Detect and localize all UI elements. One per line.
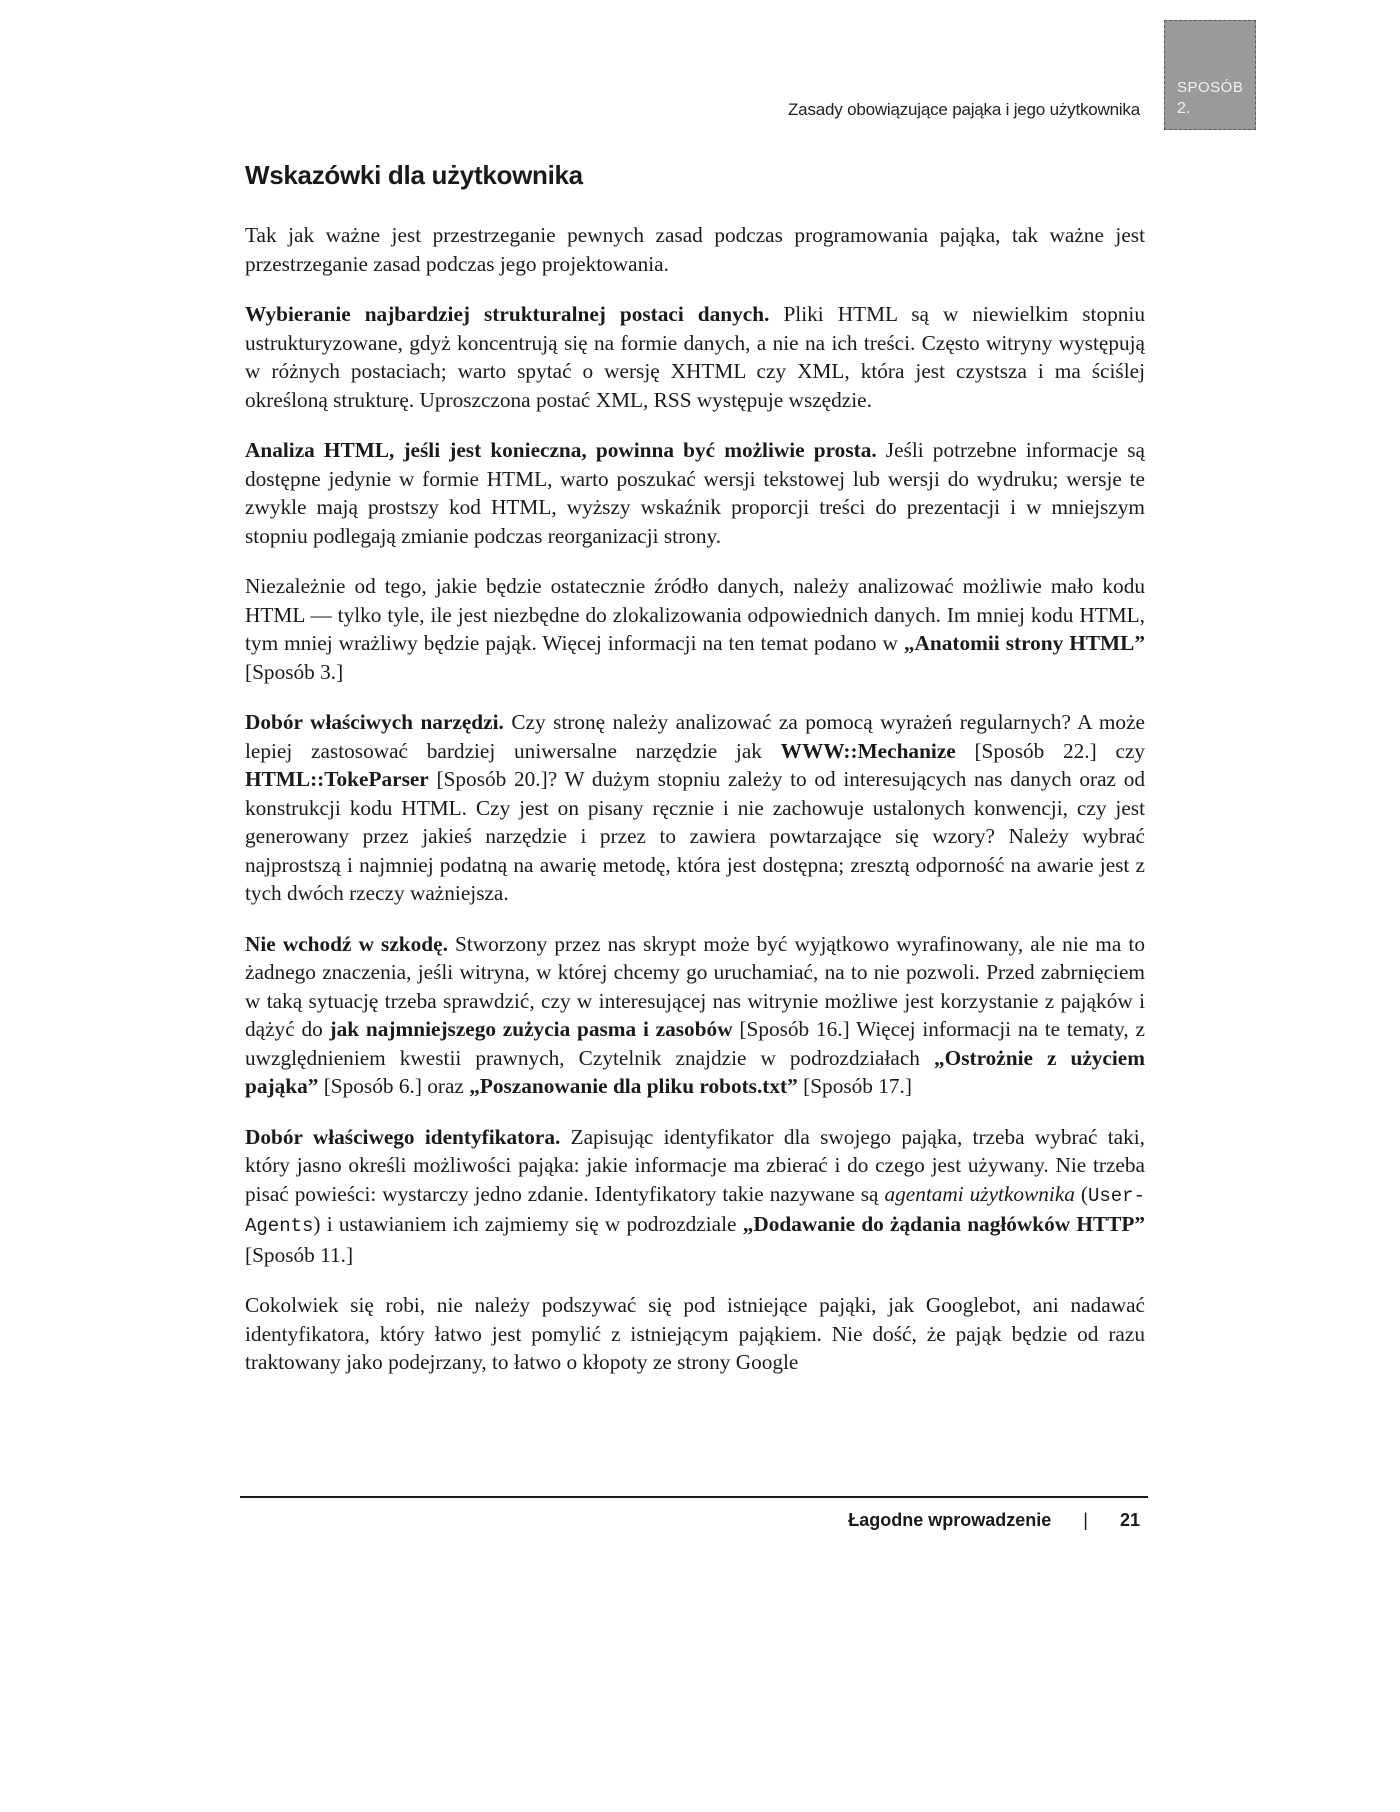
footer-separator: |	[1083, 1510, 1088, 1530]
bold-phrase: Dobór właściwych narzędzi.	[245, 710, 504, 734]
bold-phrase: HTML::TokeParser	[245, 767, 429, 791]
text-run: [Sposób 20.]? W dużym stopniu zależy to od interesujących nas danych oraz od konstrukcji kodu HTML. Czy jest on pisany ręcznie i nie zachowuje ustalonych konwencji, czy jest generowany przez jakieś narzędzie i przez to zawiera powtarzające się wzory? Należy wybrać najprostszą i najmniej podatną na awarię metodę, która jest dostępna; zresztą odporność na awarie jest z tych dwóch rzeczy ważniejsza.	[245, 767, 1145, 905]
text-run: Pliki HTML są w niewielkim stopniu ustrukturyzowane, gdyż koncentrują się na formie danych, a nie na ich treści. Często witryny występują w różnych postaciach; warto spytać o wersję XHTML czy XML, która jest czystsza i ma ściślej określoną strukturę. Uproszczona postać XML, RSS występuje wszędzie.	[245, 302, 1145, 412]
body-paragraph	[245, 572, 1145, 686]
text-run: [Sposób 16.] Więcej informacji na te tematy, z uwzględnieniem kwestii prawnych, Czytelnik znajdzie w podrozdziałach	[245, 1017, 1145, 1070]
body-paragraph	[245, 1291, 1145, 1377]
bold-phrase: „Poszanowanie dla pliku robots.txt”	[469, 1074, 798, 1098]
text-run: [Sposób 17.]	[797, 1074, 912, 1098]
page-number: 21	[1119, 1510, 1140, 1530]
page-body	[245, 160, 1145, 1399]
bold-phrase: Dobór właściwego identyfikatora.	[245, 1124, 561, 1149]
footer-rule	[240, 1496, 1148, 1498]
bold-phrase: jak najmniejszego zużycia pasma i zasobów	[329, 1017, 733, 1041]
text-run: Cokolwiek się robi, nie należy podszywać się pod istniejące pająki, jak Googlebot, ani nadawać identyfikatora, który łatwo jest pomylić z istniejącym pająkiem. Nie dość, że pająk będzie od razu traktowany jako podejrzany, to łatwo o kłopoty ze strony Google	[245, 1293, 1145, 1374]
text-run: [Sposób 22.] czy	[955, 738, 1145, 763]
code-phrase: User-Agents	[245, 1184, 1145, 1237]
text-run: Czy stronę należy analizować za pomocą wyrażeń regularnych? A może lepiej zastosować bardziej uniwersalne narzędzie jak	[245, 710, 1145, 763]
body-paragraph	[245, 930, 1145, 1101]
page-footer	[848, 1510, 1140, 1531]
body-paragraph	[245, 221, 1145, 278]
text-run: Zapisując identyfikator dla swojego pająka, trzeba wybrać taki, który jasno określi możliwości pająka: jakie informacje ma zbierać i do czego jest używany. Nie trzeba pisać powieści: wystarczy jedno zdanie. Identyfikatory takie nazywane są	[245, 1124, 1145, 1206]
section-heading: Wskazówki dla użytkownika	[245, 160, 583, 190]
chapter-title: Łagodne wprowadzenie	[848, 1510, 1052, 1530]
paragraph-list	[245, 221, 1145, 1377]
tab-number: 2.	[1177, 100, 1191, 117]
section-tab	[1164, 20, 1256, 130]
text-run: Stworzony przez nas skrypt może być wyjątkowo wyrafinowany, ale nie ma to żadnego znaczenia, jeśli witryna, w której chcemy go uruchamiać, na to nie pozwoli. Przed zabrnięciem w taką sytuację trzeba sprawdzić, czy w interesującej nas witrynie możliwe jest korzystanie z pająków i dążyć do	[245, 931, 1145, 1041]
body-paragraph	[245, 1123, 1145, 1270]
body-paragraph	[245, 708, 1145, 908]
bold-phrase: WWW::Mechanize	[780, 738, 956, 763]
body-paragraph	[245, 300, 1145, 414]
text-run: Niezależnie od tego, jakie będzie ostatecznie źródło danych, należy analizować możliwie mało kodu HTML — tylko tyle, ile jest niezbędne do zlokalizowania odpowiednich danych. Im mniej kodu HTML, tym mniej wrażliwy będzie pająk. Więcej informacji na ten temat podano w	[245, 574, 1145, 655]
text-run: [Sposób 3.]	[245, 659, 344, 684]
body-paragraph	[245, 436, 1145, 550]
text-run: Jeśli potrzebne informacje są dostępne jedynie w formie HTML, warto poszukać wersji tekstowej lub wersji do wydruku; wersje te zwykle mają prostszy kod HTML, wyższy wskaźnik proporcji treści do prezentacji i w mniejszym stopniu podlegają zmianie podczas reorganizacji strony.	[245, 438, 1145, 548]
text-run: ) i ustawianiem ich zajmiemy się w podrozdziale	[313, 1212, 743, 1236]
text-run: Tak jak ważne jest przestrzeganie pewnych zasad podczas programowania pająka, tak ważne jest przestrzeganie zasad podczas jego projektowania.	[245, 223, 1145, 276]
bold-phrase: „Anatomii strony HTML”	[903, 631, 1145, 655]
tab-label: SPOSÓB	[1177, 79, 1244, 96]
bold-phrase: „Ostrożnie z użyciem pająka”	[245, 1045, 1145, 1098]
italic-phrase: agentami użytkownika	[884, 1181, 1075, 1206]
text-run: [Sposób 6.] oraz	[318, 1074, 470, 1098]
text-run: [Sposób 11.]	[245, 1242, 354, 1267]
running-title: Zasady obowiązujące pająka i jego użytkownika	[788, 100, 1140, 119]
bold-phrase: Wybieranie najbardziej strukturalnej postaci danych.	[245, 302, 770, 326]
bold-phrase: Nie wchodź w szkodę.	[245, 931, 448, 956]
bold-phrase: Analiza HTML, jeśli jest konieczna, powinna być możliwie prosta.	[245, 438, 877, 462]
text-run: (	[1074, 1181, 1088, 1206]
bold-phrase: „Dodawanie do żądania nagłówków HTTP”	[742, 1212, 1146, 1236]
